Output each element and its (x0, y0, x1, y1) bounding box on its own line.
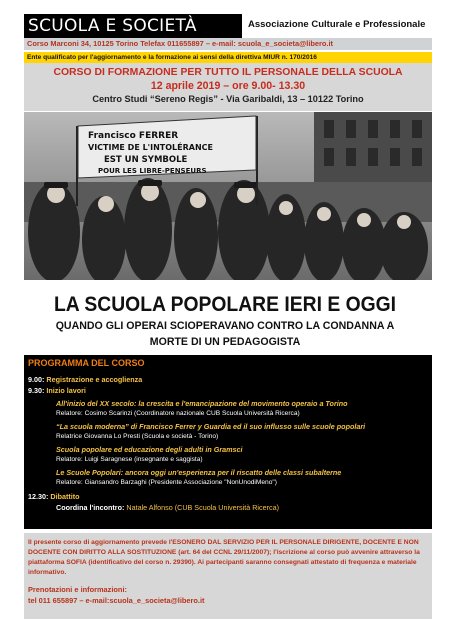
protest-march-image (24, 112, 432, 280)
talk-speaker: Relatore: Cosimo Scarinzi (Coordinatore nazionale CUB Scuola Università Ricerca) (56, 410, 300, 417)
miur-accreditation-bar: Ente qualificato per l'aggiornamento e la formazione ai sensi della direttiva MIUR n. 170/2016 (24, 52, 432, 63)
course-title: CORSO DI FORMAZIONE PER TUTTO IL PERSONALE DELLA SCUOLA (53, 67, 403, 78)
talk-title: All'inizio del XX secolo: la crescita e l'emancipazione del movimento operaio a Torino (56, 399, 348, 408)
brand-logo: SCUOLA E SOCIETÀ (24, 14, 242, 38)
talk-item (28, 468, 428, 488)
talk-item (28, 422, 428, 442)
banner-line-1: Francisco FERRER (88, 131, 179, 141)
schedule-row (28, 374, 428, 385)
schedule-row (28, 385, 428, 396)
contact-bar: Corso Marconi 34, 10125 Torino Telefax 011655897 – e-mail: scuola_e_societa@libero.it (24, 38, 432, 50)
slot-label: Inizio lavori (46, 386, 86, 395)
slot-time: 9.00: (28, 375, 45, 384)
program-box (24, 355, 432, 529)
banner-line-2: VICTIME DE L'INTOLÉRANCE (88, 143, 213, 152)
schedule-row (28, 491, 428, 502)
talk-speaker: Relatore: Giansandro Barzaghi (Presidente Associazione "NonUnodiMeno") (56, 479, 277, 486)
talk-item (28, 445, 428, 465)
talk-title: “La scuola moderna” di Francisco Ferrer y Guardia ed il suo influsso sulle scuole popolari (56, 422, 366, 431)
coordinator-row (28, 502, 428, 514)
coordinator-label: Coordina l'incontro: (56, 503, 125, 512)
subtitle: QUANDO GLI OPERAI SCIOPERAVANO CONTRO LA CONDANNA A MORTE DI UN PEDAGOGISTA (55, 320, 395, 348)
talk-speaker: Relatrice Giovanna Lo Presti (Scuola e società - Torino) (56, 433, 219, 440)
historical-photo (24, 112, 432, 280)
footer-info (24, 533, 432, 619)
footer-text: Il presente corso di aggiornamento prevede l'ESONERO DAL SERVIZIO PER IL PERSONALE DIRIGENTE, DOCENTE E NON DOCENTE CON DIRITTO ALLA SOSTITUZIONE (art. 64 del CCNL 29/11/2007); l'iscrizione al corso può avvenire attraverso la piattaforma SOFIA (identificativo del corso n. 29390). Ai partecipanti saranno consegnati attestato di frequenza e materiale informativo. (28, 539, 420, 576)
talk-item (28, 399, 428, 419)
slot-label: Registrazione e accoglienza (46, 375, 143, 384)
talk-title: Le Scuole Popolari: ancora oggi un'esperienza per il riscatto delle classi subalterne (56, 468, 342, 477)
coordinator-name: Natale Alfonso (CUB Scuola Università Ricerca) (126, 503, 279, 512)
slot-time: 12.30: (28, 492, 49, 501)
talk-title: Scuola popolare ed educazione degli adulti in Gramsci (56, 445, 243, 454)
banner-line-4: POUR LES LIBRE-PENSEURS (98, 167, 207, 175)
booking-label: Prenotazioni e informazioni: (28, 585, 127, 594)
slot-label: Dibattito (50, 492, 80, 501)
course-info (24, 63, 432, 111)
course-place: Centro Studi “Sereno Regis” - Via Garibaldi, 13 – 10122 Torino (92, 94, 364, 104)
slot-time: 9.30: (28, 386, 45, 395)
booking-contact: tel 011 655897 – e-mail:scuola_e_societa@libero.it (28, 596, 205, 605)
program-heading: PROGRAMMA DEL CORSO (28, 358, 145, 368)
association-label: Associazione Culturale e Professionale (248, 19, 426, 30)
course-date: 12 aprile 2019 – ore 9.00- 13.30 (150, 80, 306, 92)
header (24, 14, 432, 38)
main-title: LA SCUOLA POPOLARE IERI E OGGI (53, 293, 397, 316)
talk-speaker: Relatore: Luigi Saragnese (insegnante e saggista) (56, 456, 203, 463)
banner-line-3: EST UN SYMBOLE (104, 155, 188, 165)
